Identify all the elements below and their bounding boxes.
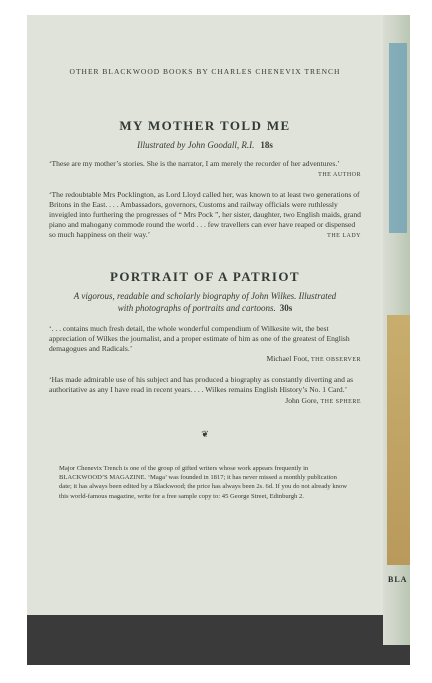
book2-quote1-signature xyxy=(49,354,361,365)
book2-quote2 xyxy=(49,375,361,407)
book2-quote1 xyxy=(49,324,361,365)
book-spine xyxy=(383,15,410,645)
book1-illustrator: Illustrated by John Goodall, R.I. xyxy=(137,140,255,150)
magazine-note: Major Chenevix Trench is one of the group of gifted writers whose work appears frequently in BLACKWOOD’S MAGAZINE. ‘Maga’ was founded in 1817; it has never missed a monthly publication date; it has always been edited by a Blackwood; the price has always been 2s. 6d. If you do not already know this world-famous magazine, write for a free sample copy to: 45 George Street, Edinburgh 2. xyxy=(59,465,348,500)
book1-quote1-text: ‘These are my mother’s stories. She is the narrator, I am merely the recorder of her adventures.’ xyxy=(49,159,340,168)
book2-quote1-author: Michael Foot, xyxy=(266,354,310,363)
book2-title: PORTRAIT OF A PATRIOT xyxy=(110,269,300,284)
spine-blue-band xyxy=(389,43,407,233)
book2-blurb xyxy=(49,291,361,314)
ornament-icon: ❦ xyxy=(201,429,209,439)
book1-title: MY MOTHER TOLD ME xyxy=(119,118,291,133)
book1-quote1 xyxy=(49,159,361,180)
book2-quote1-text: ‘. . . contains much fresh detail, the whole wonderful compendium of Wilkesite wit, the best appreciation of Wilkes the journalist, and a proper estimate of him as one of the greatest of English demagogues and Radicals.’ xyxy=(49,324,350,353)
spine-tan-band xyxy=(387,315,410,565)
book1-quote1-source: THE AUTHOR xyxy=(318,172,361,178)
book2-blurb-text: A vigorous, readable and scholarly biography of John Wilkes. Illustrated with photographs of portraits and cartoons. xyxy=(73,291,337,313)
book1-quote2-source: THE LADY xyxy=(327,233,361,239)
back-cover-page xyxy=(27,15,383,615)
spine-label: BLA xyxy=(388,575,408,584)
book1-quote2 xyxy=(49,190,361,241)
series-heading: OTHER BLACKWOOD BOOKS BY CHARLES CHENEVIX TRENCH xyxy=(69,67,341,76)
book2-quote1-source: THE OBSERVER xyxy=(310,357,361,363)
book1-price: 18s xyxy=(260,140,273,150)
book1-quote2-text: ‘The redoubtable Mrs Pocklington, as Lord Lloyd called her, was known to at least two generations of Britons in the East. . . . Ambassadors, governors, Customs and railway officials were ruthlessly inveigled into furthering the progresses of “ Mrs Pock ”, her sister, daughter, two English maids, grand piano and mahogany commode round the world . . . few travellers can ever have reaped or dispensed so much happiness on their way.’ xyxy=(49,190,361,239)
book2-quote2-signature xyxy=(285,396,361,407)
book2-quote2-source: THE SPHERE xyxy=(320,399,361,405)
book2-price: 30s xyxy=(279,302,293,313)
book2-quote2-author: John Gore, xyxy=(285,396,319,405)
book1-illustrated xyxy=(49,140,361,150)
book2-quote2-text: ‘Has made admirable use of his subject and has produced a biography as constantly diverting and as authoritative as any I have read in recent years. . . . Wilkes remains English History’s No. 1 Card.’ xyxy=(49,375,354,394)
